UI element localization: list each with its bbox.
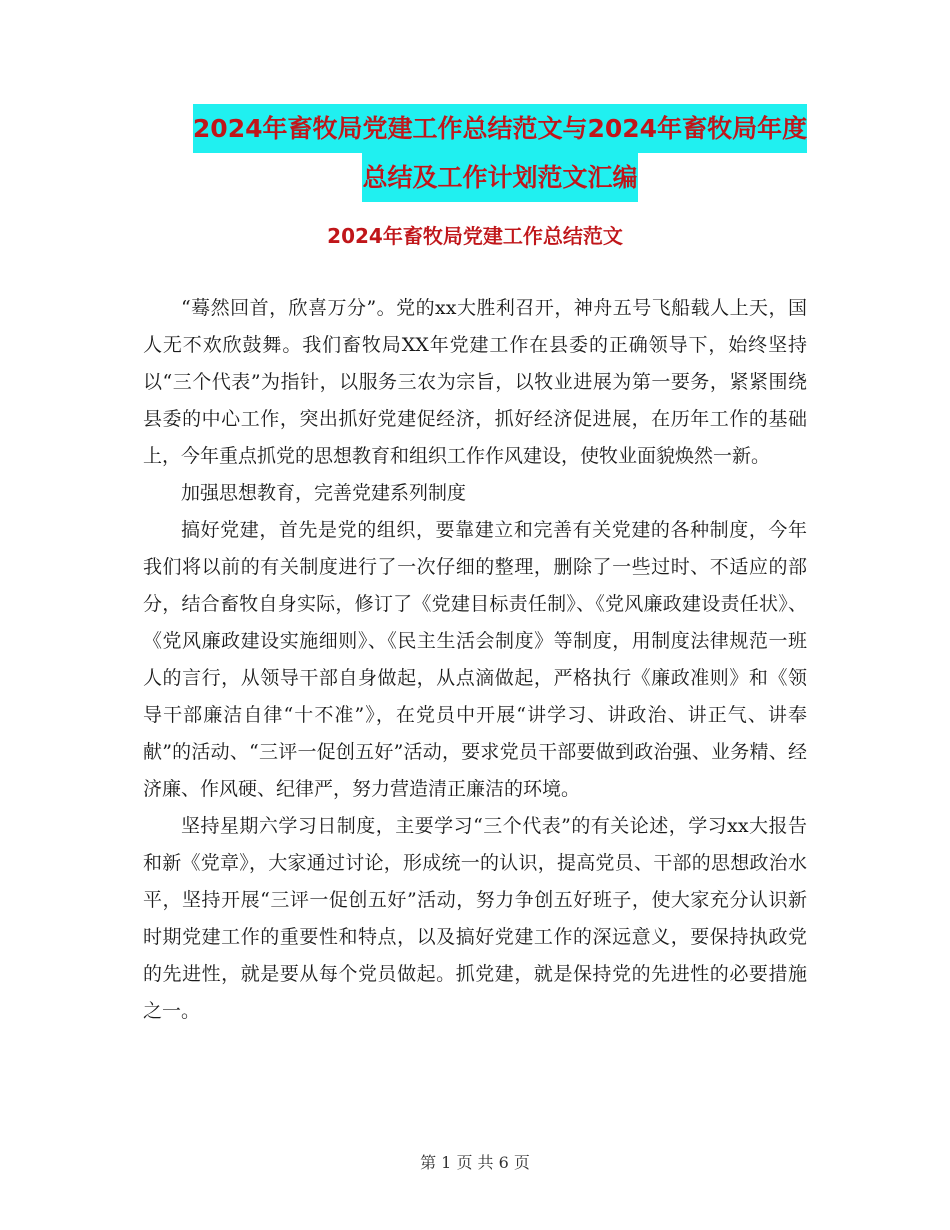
page-footer: 第 1 页 共 6 页 [420,1153,530,1172]
document-body [143,290,807,1030]
paragraph-4: 坚持星期六学习日制度，主要学习“三个代表”的有关论述，学习xx大报告和新《党章》，大家通过讨论，形成统一的认识，提高党员、干部的思想政治水平，坚持开展“三评一促创五好”活动，努力争创五好班子，使大家充分认识新时期党建工作的重要性和特点，以及搞好党建工作的深远意义，要保持执政党的先进性，就是要从每个党员做起。抓党建，就是保持党的先进性的必要措施之一。 [143,815,807,1022]
paragraph-2: 加强思想教育，完善党建系列制度 [181,482,467,504]
paragraph-3: 搞好党建，首先是党的组织，要靠建立和完善有关党建的各种制度，今年我们将以前的有关制度进行了一次仔细的整理，删除了一些过时、不适应的部分，结合畜牧自身实际，修订了《党建目标责任制》、《党风廉政建设责任状》、《党风廉政建设实施细则》、《民主生活会制度》等制度，用制度法律规范一班人的言行，从领导干部自身做起，从点滴做起，严格执行《廉政准则》和《领导干部廉洁自律“十不准”》，在党员中开展“讲学习、讲政治、讲正气、讲奉献”的活动、“三评一促创五好”活动，要求党员干部要做到政治强、业务精、经济廉、作风硬、纪律严，努力营造清正廉洁的环境。 [143,519,807,800]
document-title-line-1: 2024年畜牧局党建工作总结范文与2024年畜牧局年度 [193,104,807,153]
document-title-line-2: 总结及工作计划范文汇编 [362,153,637,202]
paragraph-1: “蓦然回首，欣喜万分”。党的xx大胜利召开，神舟五号飞船载人上天，国人无不欢欣鼓舞。我们畜牧局XX年党建工作在县委的正确领导下，始终坚持以“三个代表”为指针，以服务三农为宗旨，以牧业进展为第一要务，紧紧围绕县委的中心工作，突出抓好党建促经济，抓好经济促进展，在历年工作的基础上，今年重点抓党的思想教育和组织工作作风建设，使牧业面貌焕然一新。 [143,297,807,467]
document-title [140,104,860,202]
section-title: 2024年畜牧局党建工作总结范文 [327,224,623,248]
